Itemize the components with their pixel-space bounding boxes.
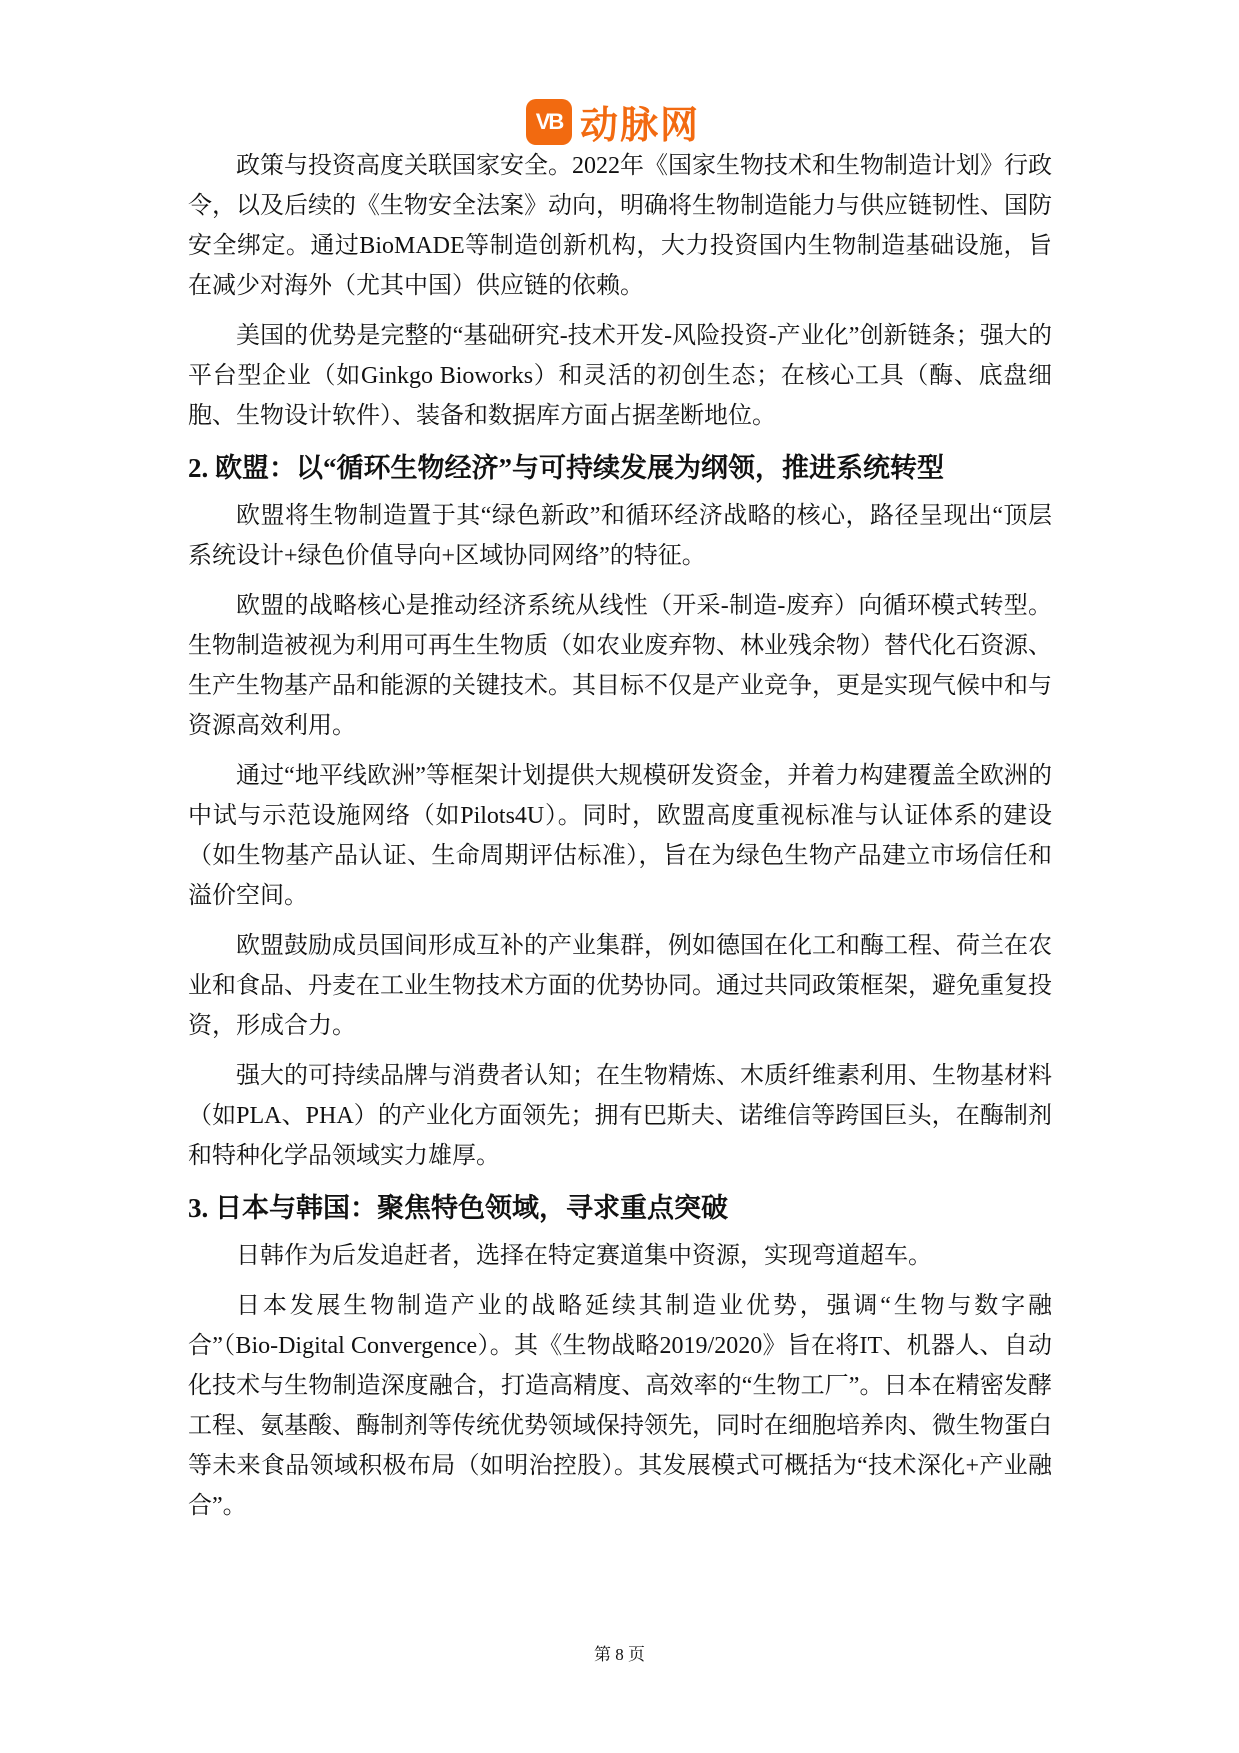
- page-number: 第 8 页: [594, 1645, 645, 1664]
- paragraph: 欧盟将生物制造置于其“绿色新政”和循环经济战略的核心，路径呈现出“顶层系统设计+绿色价值导向+区域协同网络”的特征。: [188, 503, 1052, 569]
- logo: [526, 94, 700, 149]
- section-heading: 3. 日本与韩国：聚焦特色领域，寻求重点突破: [188, 1193, 728, 1223]
- document-body: [188, 146, 1052, 1536]
- paragraph: 通过“地平线欧洲”等框架计划提供大规模研发资金，并着力构建覆盖全欧洲的中试与示范设施网络（如Pilots4U）。同时，欧盟高度重视标准与认证体系的建设（如生物基产品认证、生命周期评估标准），旨在为绿色生物产品建立市场信任和溢价空间。: [188, 763, 1052, 909]
- paragraph: 欧盟鼓励成员国间形成互补的产业集群，例如德国在化工和酶工程、荷兰在农业和食品、丹麦在工业生物技术方面的优势协同。通过共同政策框架，避免重复投资，形成合力。: [188, 933, 1052, 1039]
- logo-mark-icon: VB: [526, 99, 572, 145]
- paragraph: 强大的可持续品牌与消费者认知；在生物精炼、木质纤维素利用、生物基材料（如PLA、PHA）的产业化方面领先；拥有巴斯夫、诺维信等跨国巨头，在酶制剂和特种化学品领域实力雄厚。: [188, 1063, 1052, 1169]
- paragraph: 欧盟的战略核心是推动经济系统从线性（开采-制造-废弃）向循环模式转型。生物制造被视为利用可再生生物质（如农业废弃物、林业残余物）替代化石资源、生产生物基产品和能源的关键技术。其目标不仅是产业竞争，更是实现气候中和与资源高效利用。: [188, 593, 1052, 739]
- section-heading: 2. 欧盟：以“循环生物经济”与可持续发展为纲领，推进系统转型: [188, 453, 944, 483]
- paragraph: 日本发展生物制造产业的战略延续其制造业优势，强调“生物与数字融合”（Bio-Digital Convergence）。其《生物战略2019/2020》旨在将IT、机器人、自动化技术与生物制造深度融合，打造高精度、高效率的“生物工厂”。日本在精密发酵工程、氨基酸、酶制剂等传统优势领域保持领先，同时在细胞培养肉、微生物蛋白等未来食品领域积极布局（如明治控股）。其发展模式可概括为“技术深化+产业融合”。: [188, 1293, 1052, 1519]
- paragraph: 美国的优势是完整的“基础研究-技术开发-风险投资-产业化”创新链条；强大的平台型企业（如Ginkgo Bioworks）和灵活的初创生态；在核心工具（酶、底盘细胞、生物设计软件）、装备和数据库方面占据垄断地位。: [188, 323, 1052, 429]
- logo-text: 动脉网: [580, 103, 701, 147]
- paragraph: 政策与投资高度关联国家安全。2022年《国家生物技术和生物制造计划》行政令，以及后续的《生物安全法案》动向，明确将生物制造能力与供应链韧性、国防安全绑定。通过BioMADE等制造创新机构，大力投资国内生物制造基础设施，旨在减少对海外（尤其中国）供应链的依赖。: [188, 153, 1052, 299]
- paragraph: 日韩作为后发追赶者，选择在特定赛道集中资源，实现弯道超车。: [236, 1243, 932, 1269]
